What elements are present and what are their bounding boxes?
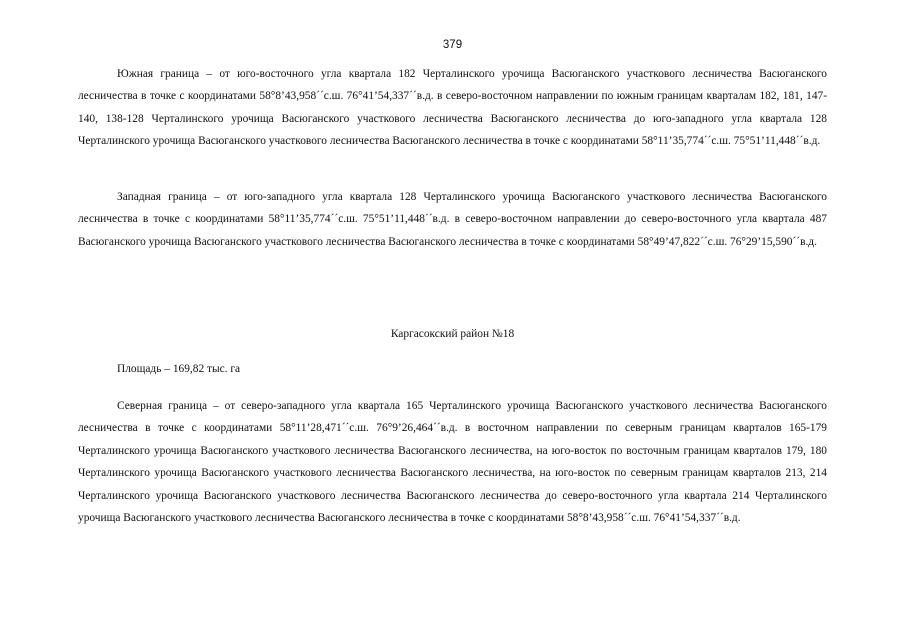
- paragraph-north-border: Северная граница – от северо-западного угла квартала 165 Черталинского урочища Васюганского участкового лесничества Васюганского лесничества в точке с координатами 58°11’28,471´´с.ш. 76°9’26,464´´в.д. в восточном направлении по северным границам кварталов 165-179 Черталинского урочища Васюганского участкового лесничества Васюганского лесничества, на юго-восток по восточным границам кварталов 179, 180 Черталинского урочища Васюганского участкового лесничества Васюганского лесничества, на юго-восток по северным границам кварталов 213, 214 Черталинского урочища Васюганского участкового лесничества Васюганского лесничества до северо-восточного угла квартала 214 Черталинского урочища Васюганского участкового лесничества Васюганского лесничества в точке с координатами 58°8’43,958´´с.ш. 76°41’54,337´´в.д.: [78, 400, 827, 525]
- paragraph-south-border: Южная граница – от юго-восточного угла квартала 182 Черталинского урочища Васюганского участкового лесничества Васюганского лесничества в точке с координатами 58°8’43,958´´с.ш. 76°41’54,337´´в.д. в северо-восточном направлении по южным границам кварталам 182, 181, 147-140, 138-128 Черталинского урочища Васюганского участкового лесничества Васюганского лесничества до юго-западного угла квартала 128 Черталинского урочища Васюганского участкового лесничества Васюганского лесничества в точке с координатами 58°11’35,774´´с.ш. 75°51’11,448´´в.д.: [78, 68, 827, 148]
- page-number: 379: [442, 39, 463, 51]
- paragraph-west-border: Западная граница – от юго-западного угла квартала 128 Черталинского урочища Васюганского участкового лесничества Васюганского лесничества в точке с координатами 58°11’35,774´´с.ш. 75°51’11,448´´в.д. в северо-восточном направлении до северо-восточного угла квартала 487 Васюганского урочища Васюганского участкового лесничества Васюганского лесничества в точке с координатами 58°49’47,822´´с.ш. 76°29’15,590´´в.д.: [78, 191, 827, 248]
- section-heading: Каргасокский район №18: [390, 328, 515, 340]
- paragraph-area: Площадь – 169,82 тыс. га: [117, 363, 241, 375]
